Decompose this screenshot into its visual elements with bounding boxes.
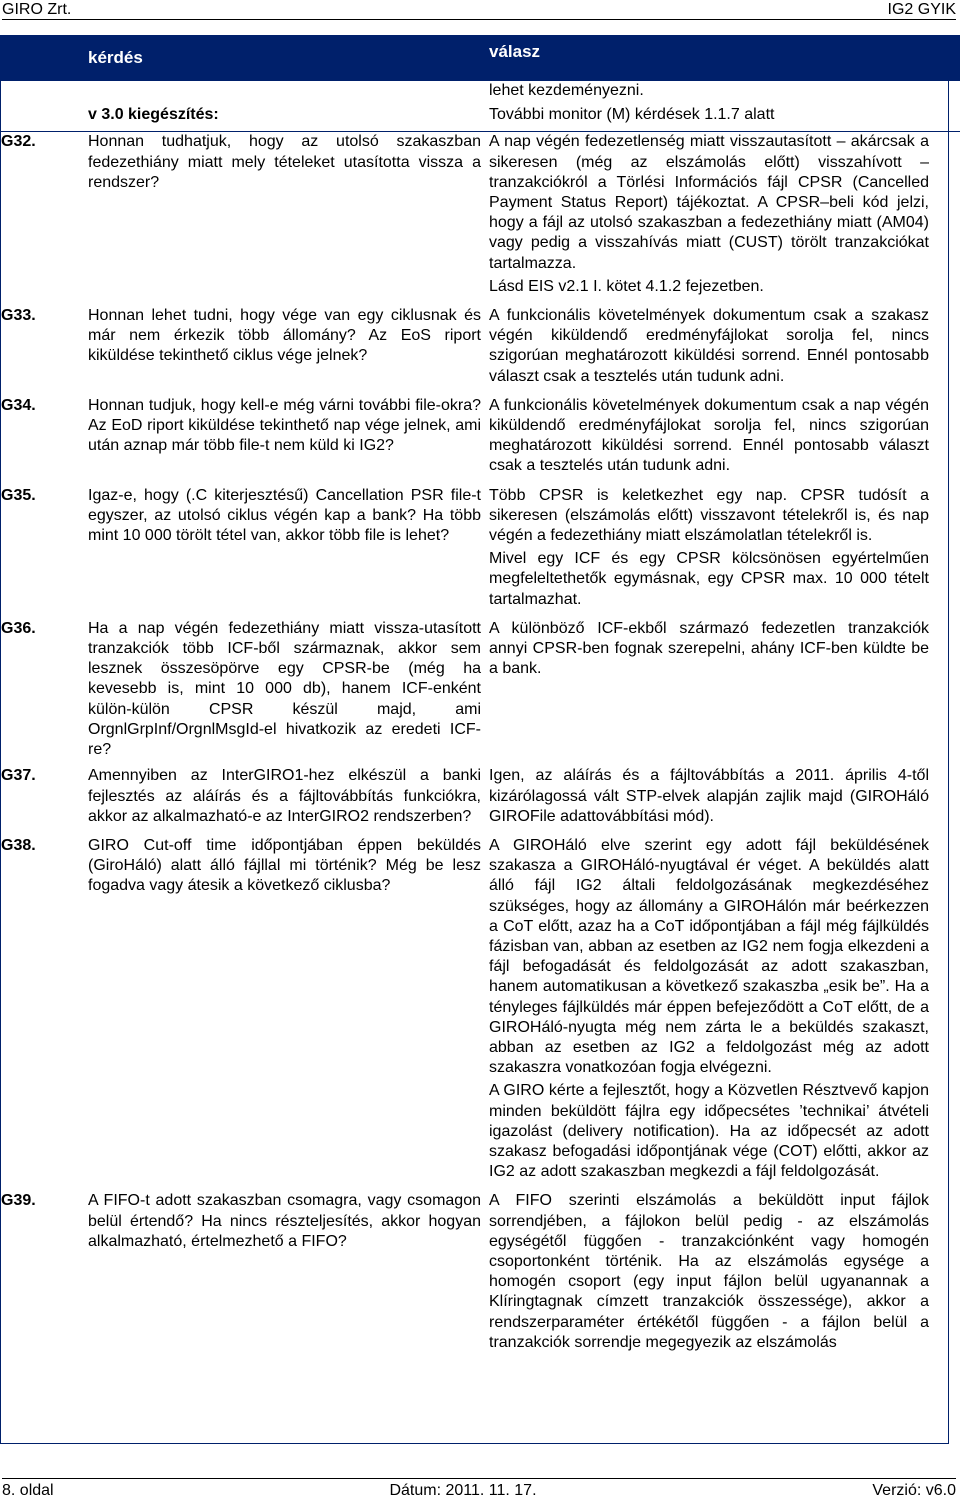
answer-paragraph: A funkcionális követelmények dokumentum csak a szakasz végén kiküldendő eredményfájlokat sorolja fel, nincs szigorúan meghatározott kiküldési sorrend. Ennél pontosabb választ csak a tesztelés után tudunk adni. — [489, 307, 929, 385]
question-id: G38. — [1, 836, 36, 854]
question-id: G37. — [1, 767, 36, 785]
qa-row — [0, 486, 960, 619]
question-id: G32. — [0, 132, 88, 306]
qa-row — [0, 619, 960, 766]
question-text: Amennyiben az InterGIRO1-hez elkészül a banki fejlesztés az aláírás és a fájltovábbítás funkciókra, akkor az alkalmazható-e az InterGIRO2 rendszerben? — [88, 767, 481, 825]
question-text: Honnan lehet tudni, hogy vége van egy ciklusnak és már nem érkezik több állomány? Az EoS riport kiküldése tekinthető ciklus vége jelnek? — [88, 307, 481, 365]
answer-paragraph: Több CPSR is keletkezhet egy nap. CPSR tudósít a sikeresen (elszámolás előtt) visszavont tételekről is, és nap végén a fedezethiány miatt elszámolatlan tételekről is. — [489, 486, 929, 545]
column-header-question: kérdés — [88, 35, 489, 81]
page-header — [2, 0, 956, 20]
answer-cell — [489, 306, 960, 396]
continued-answer-text: lehet kezdeményezni. — [489, 82, 644, 99]
qa-row — [0, 1191, 960, 1362]
question-text: Ha a nap végén fedezethiány miatt vissza-utasított tranzakciók több ICF-ből származnak, akkor sem lesznek összesöpörve egy CPSR-be (még ha kevesebb is, mint 10 000 db), hanem ICF-enként külön-külön CPSR készül majd, ami OrgnlGrpInf/OrgnlMsgId-el hivatkozik az eredeti ICF-re? — [88, 619, 481, 759]
qa-row — [0, 396, 960, 486]
answer-paragraph: A FIFO szerinti elszámolás a beküldött input fájlok sorrendjében, a fájlokon belül pedig - az elszámolás egységétől függően - tranzakciónként vagy homogén csoportonként történik. Ha az elszámolás egysége a homogén csoport (egy input fájlon belül ugyanannak a Klíringtagnak címzett tranzakciók összessége), akkor a rendszerparaméter értékétől függően - a fájlon belül a tranzakciók sorrendje megegyezik az elszámolás — [489, 1192, 929, 1351]
document-date: Dátum: 2011. 11. 17. — [389, 1482, 537, 1499]
column-header-answer-label: válasz — [489, 42, 541, 61]
document-version: Verzió: v6.0 — [872, 1482, 956, 1499]
answer-paragraph: A GIRO kérte a fejlesztőt, hogy a Közvetlen Résztvevő kapjon minden beküldött fájlra egy időpecsétes ’technikai’ átvételi igazolást (delivery notification). Ha az időpecsét az adott szakasz befogadási időpontjának vége (COT) előtti, akkor az IG2 az adott szakaszban megkezdi a fájl feldolgozását. — [489, 1082, 929, 1181]
question-id: G39. — [1, 1192, 36, 1210]
answer-paragraph: A GIROHáló elve szerint egy adott fájl beküldésének szakasza a GIROHáló-nyugtával ér véget. A beküldés alatt álló fájl IG2 általi feldolgozásának megkezdéséhez szükséges, hogy az állomány a GIROHálón már beérkezzen a CoT előtt, azaz ha a CoT időpontjában a fájl még fájlküldés fázisban van, abban az esetben az IG2 nem fogja elkezdeni a fájl befogadását és feldolgozását az adott szakaszban, hanem automatikusan a következő szakaszba „esik be”. Ha a tényleges fájlküldés már éppen befejeződött a CoT előtt, de a GIROHáló-nyugta még nem zárta le a beküldés szakaszt, abban az esetben az IG2 a feldolgozást még az adott szakaszra vonatkozóan fogja elvégezni. — [489, 836, 929, 1077]
faq-table — [0, 35, 960, 1362]
answer-cell — [489, 836, 960, 1191]
question-id: G36. — [1, 619, 36, 637]
page-number: 8. oldal — [2, 1482, 54, 1499]
table-header-row — [0, 35, 960, 81]
column-header-answer — [489, 35, 960, 81]
question-text: A FIFO-t adott szakaszban csomagra, vagy csomagon belül értendő? Ha nincs részteljesítés, akkor hogyan alkalmazható, értelmezhető a FIFO? — [88, 1192, 481, 1250]
extension-note: További monitor (M) kérdések 1.1.7 alatt — [489, 106, 775, 124]
answer-cell — [489, 396, 960, 486]
qa-row — [0, 836, 960, 1191]
extension-label: v 3.0 kiegészítés: — [88, 106, 219, 124]
answer-paragraph: A nap végén fedezetlenség miatt visszautasított – akárcsak a sikeresen (még az elszámolás előtt) visszahívott – tranzakciókról a Törlési Információs fájl CPSR (Cancelled Payment Status Report) tájékoztat. A CPSR–beli kód jelzi, hogy a fájl az utolsó szakaszban a fedezethiány miatt (AM04) vagy pedig a visszahívás miatt (CUST) törölt tranzakciókat tartalmazza. — [489, 133, 929, 272]
question-id: G33. — [1, 307, 36, 325]
answer-cell — [489, 132, 960, 306]
question-text: Igaz-e, hogy (.C kiterjesztésű) Cancellation PSR file-t egyszer, az utolsó ciklus végén kap a bank? Ha több mint 10 000 törölt tétel van, akkor több file is lehet? — [88, 486, 481, 545]
answer-paragraph: Igen, az aláírás és a fájltovábbítás a 2011. április 4-től kizárólagossá vált STP-elvek alapján zajlik majd (GIROHáló GIROFile adattovábbítási mód). — [489, 767, 929, 825]
answer-cell — [489, 619, 960, 766]
extension-row — [0, 105, 960, 132]
answer-paragraph: A különböző ICF-ekből származó fedezetlen tranzakciók annyi CPSR-ben fognak szerepelni, ahány ICF-ben küldte be a bank. — [489, 619, 929, 678]
document-title: IG2 GYIK — [887, 1, 956, 18]
qa-row — [0, 132, 960, 306]
answer-paragraph: Mivel egy ICF és egy CPSR kölcsönösen egyértelműen megfeleltethetők egymásnak, egy CPSR max. 10 000 tételt tartalmazhat. — [489, 550, 929, 608]
answer-paragraph: Lásd EIS v2.1 I. kötet 4.1.2 fejezetben. — [489, 277, 764, 295]
question-text: GIRO Cut-off time időpontjában éppen beküldés (GiroHáló) alatt álló fájllal mi történik? Még be lesz fogadva vagy átesik a következő ciklusba? — [88, 836, 481, 895]
answer-cell — [489, 1191, 960, 1362]
question-id: G35. — [1, 486, 36, 504]
question-text: Honnan tudhatjuk, hogy az utolsó szakaszban fedezethiány miatt mely tételeket utasította vissza a rendszer? — [88, 132, 489, 306]
continued-answer-row — [0, 81, 960, 105]
qa-row — [0, 306, 960, 396]
answer-cell — [489, 486, 960, 619]
company-name: GIRO Zrt. — [2, 1, 72, 18]
table-bottom-border — [0, 1443, 949, 1444]
page-footer — [2, 1478, 956, 1501]
answer-paragraph: A funkcionális követelmények dokumentum csak a nap végén kiküldendő eredményfájlokat sorolja fel, nincs szigorúan meghatározott kiküldési sorrend. Ennél pontosabb választ csak a tesztelés után tudunk adni. — [489, 396, 929, 475]
question-text: Honnan tudjuk, hogy kell-e még várni további file-okra? Az EoD riport kiküldése tekinthető nap vége jelnek, ami után aznap már több file-t nem küld ki IG2? — [88, 396, 481, 455]
answer-cell — [489, 766, 960, 836]
qa-row — [0, 766, 960, 836]
question-id: G34. — [1, 396, 36, 414]
